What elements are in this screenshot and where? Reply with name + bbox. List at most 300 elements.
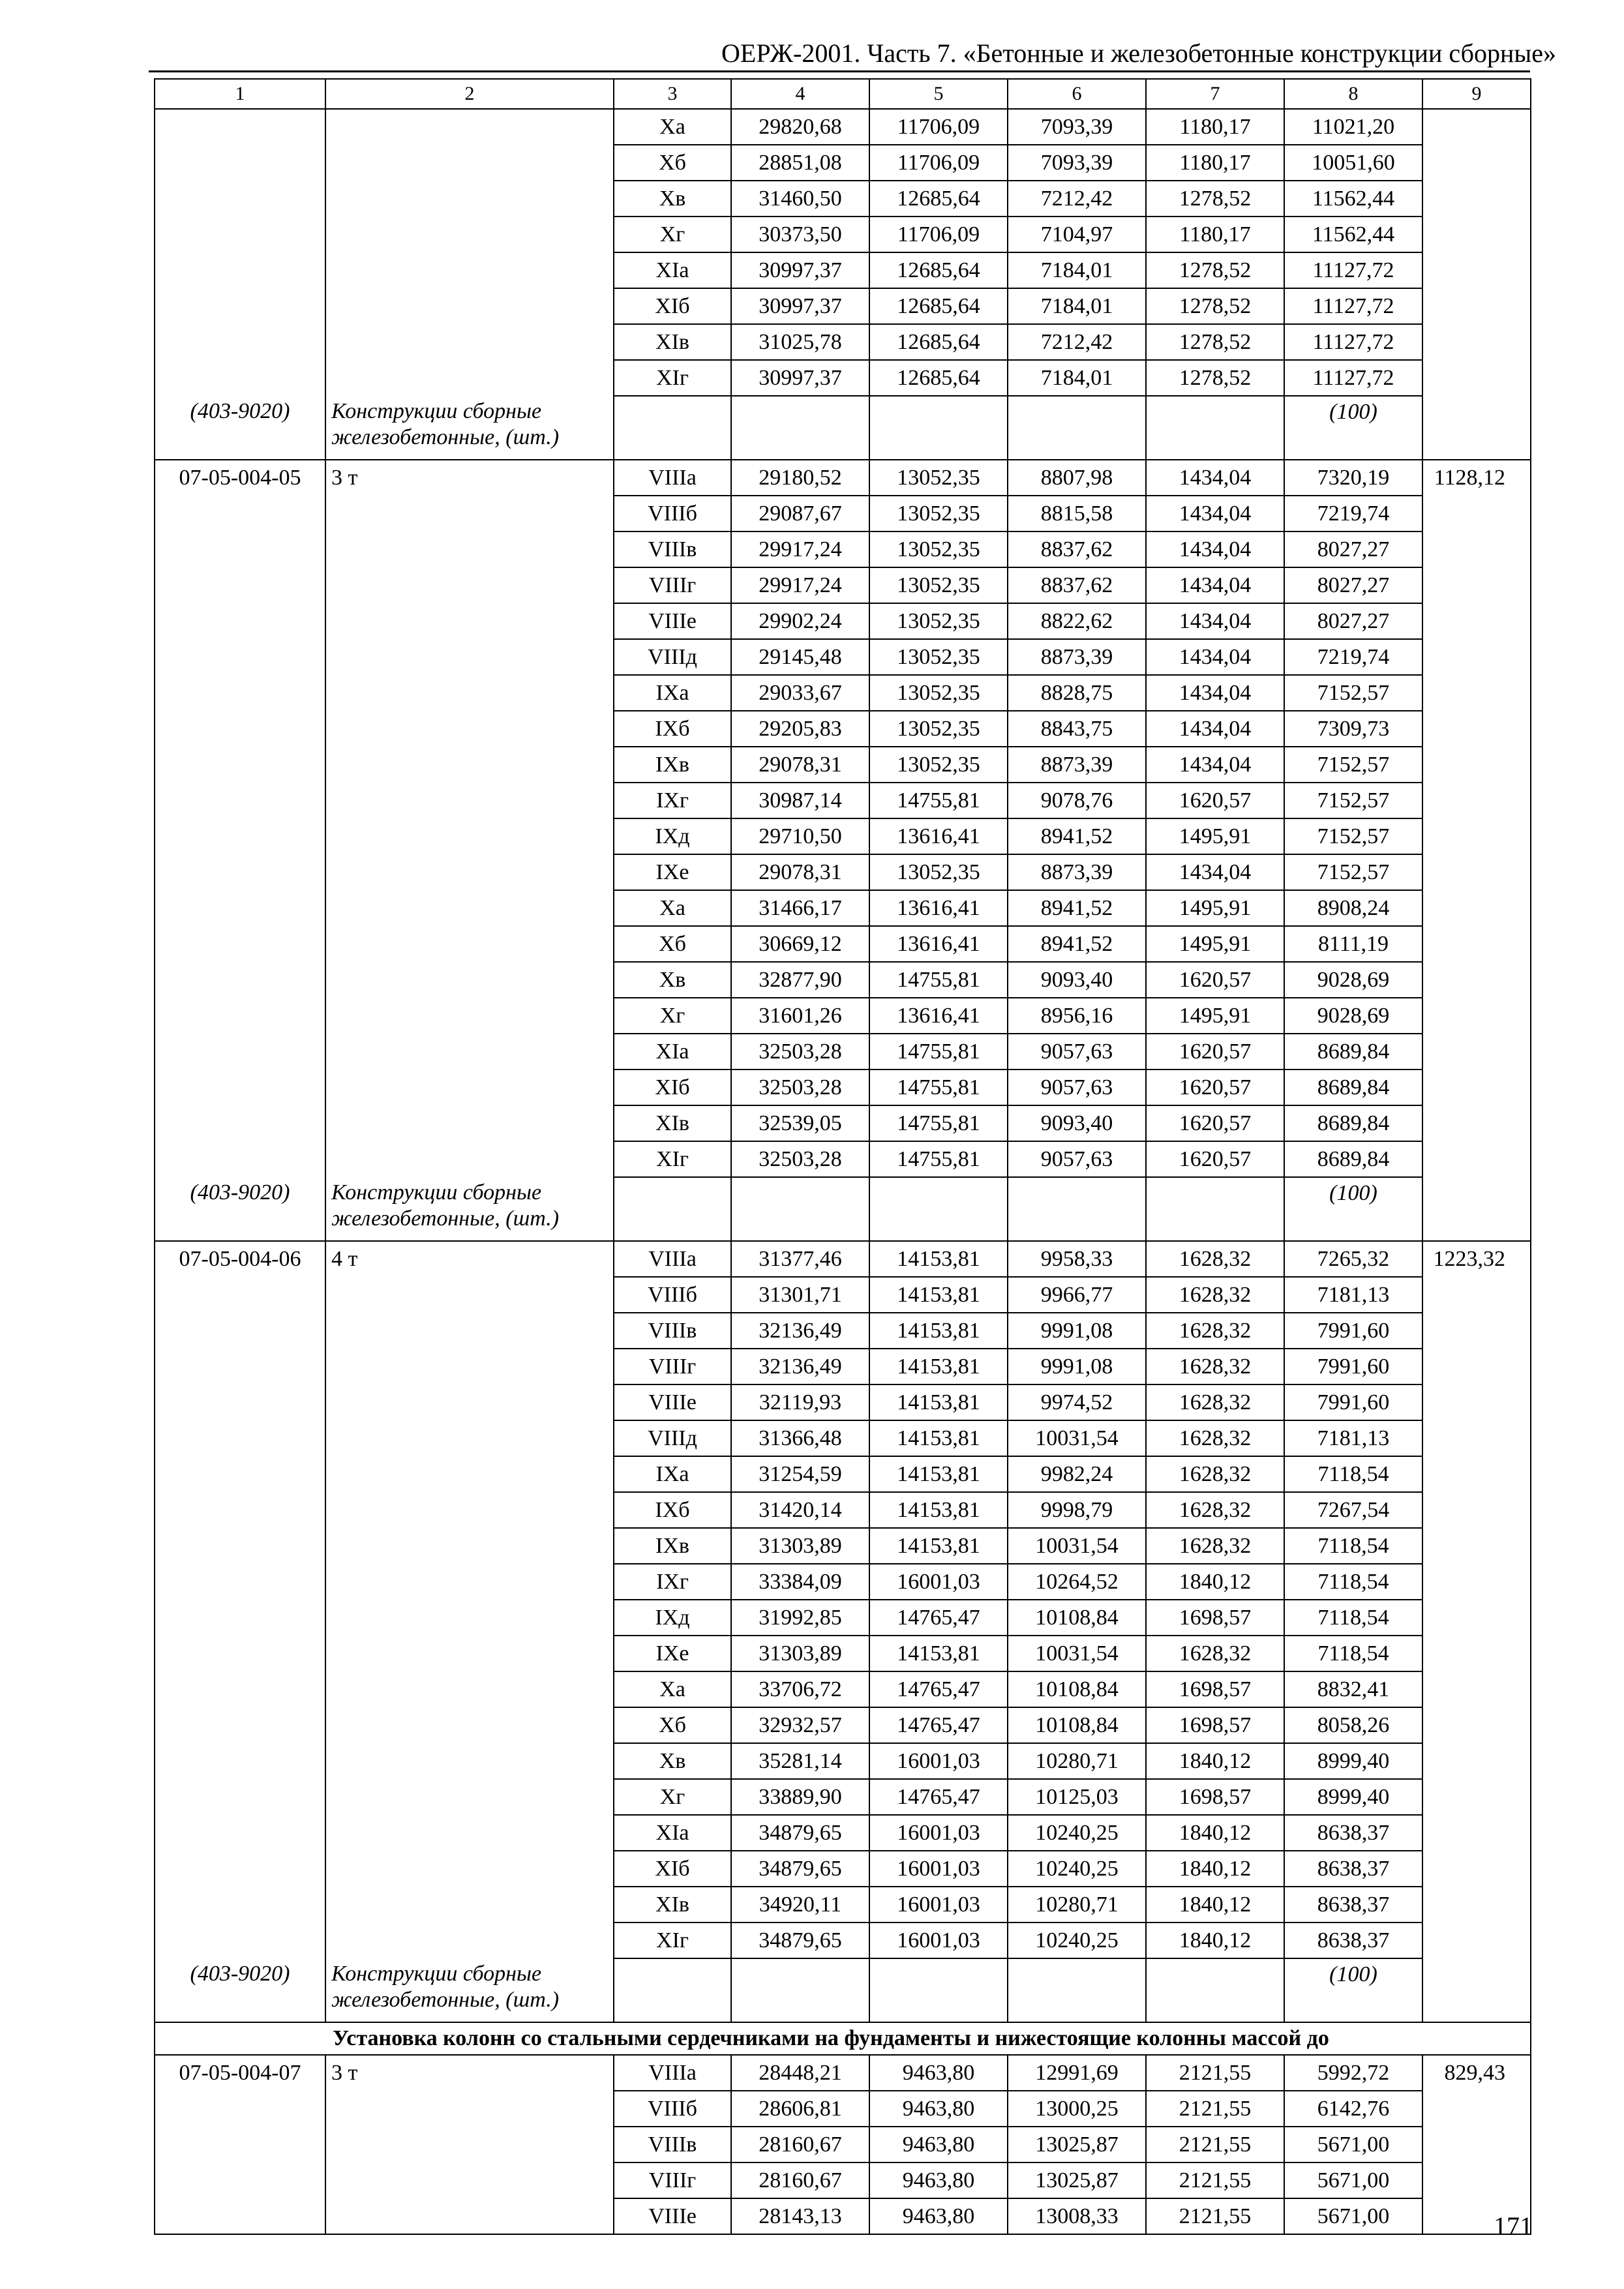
unit-name: Конструкции сборные железобетонные, (шт.) [325,1958,614,2022]
machines-cell: 9093,40 [1008,1105,1146,1141]
zone-cell: XIa [614,252,731,288]
resource-code-cell [155,2162,325,2198]
table-row [155,1922,1531,1958]
empty-cell [731,396,869,460]
labor-cost-cell [1422,1851,1531,1887]
resource-code-cell [155,711,325,747]
unit-row [155,396,1531,460]
machines-cell: 12991,69 [1008,2055,1146,2091]
total-cost-cell: 31303,89 [731,1636,869,1671]
machines-cell: 8873,39 [1008,854,1146,890]
table-row [155,890,1531,926]
table-row [155,2198,1531,2234]
machines-cell: 8822,62 [1008,603,1146,639]
labor-cost-cell [1422,747,1531,783]
zone-cell: IXб [614,1492,731,1528]
table-row [155,1528,1531,1564]
mass-cell [325,1564,614,1600]
section-heading: Установка колонн со стальными сердечниками на фундаменты и нижестоящие колонны массой до [155,2022,1531,2055]
machinists-wages-cell: 2121,55 [1146,2162,1284,2198]
machines-cell: 9057,63 [1008,1034,1146,1070]
wages-cell: 14755,81 [869,1070,1008,1105]
mass-cell [325,1851,614,1887]
zone-cell: Xa [614,1671,731,1707]
table-row [155,288,1531,324]
total-cost-cell: 33706,72 [731,1671,869,1707]
wages-cell: 9463,80 [869,2091,1008,2127]
total-cost-cell: 32119,93 [731,1384,869,1420]
mass-cell [325,217,614,252]
table-row [155,496,1531,531]
labor-cost-cell [1422,1105,1531,1141]
table-row [155,360,1531,396]
price-table [154,78,1531,2235]
labor-cost-cell [1422,818,1531,854]
machines-cell: 9991,08 [1008,1349,1146,1384]
unit-row [155,1177,1531,1241]
machinists-wages-cell: 1840,12 [1146,1887,1284,1922]
total-cost-cell: 30997,37 [731,252,869,288]
mass-cell [325,496,614,531]
total-cost-cell: 31992,85 [731,1600,869,1636]
materials-cell: 5671,00 [1284,2198,1422,2234]
machinists-wages-cell: 1495,91 [1146,818,1284,854]
wages-cell: 14153,81 [869,1456,1008,1492]
zone-cell: VIIIг [614,2162,731,2198]
materials-cell: 7152,57 [1284,675,1422,711]
materials-cell: 5992,72 [1284,2055,1422,2091]
labor-cost-cell [1422,854,1531,890]
zone-cell: VIIIa [614,460,731,496]
table-row [155,1384,1531,1420]
resource-code-cell [155,1815,325,1851]
machinists-wages-cell: 1278,52 [1146,288,1284,324]
mass-cell [325,603,614,639]
labor-cost-cell [1422,783,1531,818]
table-row [155,1456,1531,1492]
machinists-wages-cell: 1434,04 [1146,711,1284,747]
machines-cell: 9998,79 [1008,1492,1146,1528]
empty-cell [869,1177,1008,1241]
materials-cell: 11021,20 [1284,109,1422,145]
column-number: 9 [1422,79,1531,109]
resource-code-cell [155,1384,325,1420]
empty-cell [614,396,731,460]
total-cost-cell: 29078,31 [731,854,869,890]
materials-cell: 7265,32 [1284,1241,1422,1277]
table-row [155,639,1531,675]
table-row [155,675,1531,711]
wages-cell: 11706,09 [869,109,1008,145]
labor-cost-cell [1422,1564,1531,1600]
machines-cell: 10125,03 [1008,1779,1146,1815]
empty-cell [1422,1177,1531,1241]
empty-cell [1422,396,1531,460]
labor-cost-cell [1422,1528,1531,1564]
materials-cell: 6142,76 [1284,2091,1422,2127]
materials-cell: 11562,44 [1284,181,1422,217]
mass-cell [325,531,614,567]
resource-code-cell [155,531,325,567]
machines-cell: 9991,08 [1008,1313,1146,1349]
wages-cell: 14765,47 [869,1707,1008,1743]
wages-cell: 16001,03 [869,1851,1008,1887]
materials-cell: 8638,37 [1284,1815,1422,1851]
table-row [155,1636,1531,1671]
machinists-wages-cell: 1840,12 [1146,1815,1284,1851]
zone-cell: XIв [614,1105,731,1141]
labor-cost-cell [1422,567,1531,603]
labor-cost-cell [1422,360,1531,396]
machinists-wages-cell: 2121,55 [1146,2091,1284,2127]
materials-cell: 7181,13 [1284,1277,1422,1313]
wages-cell: 14755,81 [869,1141,1008,1177]
table-row [155,854,1531,890]
total-cost-cell: 29033,67 [731,675,869,711]
machinists-wages-cell: 1698,57 [1146,1600,1284,1636]
labor-cost-cell [1422,1600,1531,1636]
table-row [155,1743,1531,1779]
materials-cell: 7118,54 [1284,1564,1422,1600]
table-row [155,603,1531,639]
zone-cell: XIв [614,1887,731,1922]
machines-cell: 10031,54 [1008,1528,1146,1564]
machinists-wages-cell: 1495,91 [1146,890,1284,926]
mass-cell [325,109,614,145]
machines-cell: 13000,25 [1008,2091,1146,2127]
wages-cell: 14755,81 [869,1034,1008,1070]
mass-cell [325,818,614,854]
materials-cell: 11127,72 [1284,252,1422,288]
mass-cell [325,1922,614,1958]
mass-cell [325,1600,614,1636]
machines-cell: 9974,52 [1008,1384,1146,1420]
mass-cell [325,1070,614,1105]
labor-cost-cell [1422,998,1531,1034]
materials-cell: 9028,69 [1284,998,1422,1034]
resource-code-cell [155,747,325,783]
zone-cell: XIa [614,1034,731,1070]
column-number: 7 [1146,79,1284,109]
total-cost-cell: 30997,37 [731,288,869,324]
zone-cell: XIб [614,1070,731,1105]
wages-cell: 9463,80 [869,2127,1008,2162]
section-heading-row [155,2022,1531,2055]
machines-cell: 8807,98 [1008,460,1146,496]
total-cost-cell: 29902,24 [731,603,869,639]
resource-code-cell [155,567,325,603]
zone-cell: VIIIe [614,2198,731,2234]
resource-code-cell [155,1922,325,1958]
zone-cell: VIIIб [614,2091,731,2127]
wages-cell: 14153,81 [869,1313,1008,1349]
resource-code-cell [155,818,325,854]
mass-cell [325,1707,614,1743]
mass-cell [325,567,614,603]
machinists-wages-cell: 1698,57 [1146,1707,1284,1743]
unit-name: Конструкции сборные железобетонные, (шт.) [325,1177,614,1241]
machines-cell: 8941,52 [1008,890,1146,926]
machines-cell: 10031,54 [1008,1420,1146,1456]
machines-cell: 13025,87 [1008,2162,1146,2198]
materials-cell: 8058,26 [1284,1707,1422,1743]
resource-code-cell [155,252,325,288]
zone-cell: VIIIд [614,1420,731,1456]
machines-cell: 8828,75 [1008,675,1146,711]
machinists-wages-cell: 1628,32 [1146,1636,1284,1671]
materials-cell: 7991,60 [1284,1349,1422,1384]
empty-cell [1146,1958,1284,2022]
wages-cell: 14153,81 [869,1636,1008,1671]
labor-cost-cell [1422,1070,1531,1105]
labor-cost-cell [1422,1456,1531,1492]
table-row [155,818,1531,854]
empty-cell [614,1958,731,2022]
materials-cell: 7320,19 [1284,460,1422,496]
total-cost-cell: 32136,49 [731,1349,869,1384]
table-row [155,926,1531,962]
resource-code-cell [155,1105,325,1141]
resource-code-cell [155,324,325,360]
machines-cell: 10240,25 [1008,1922,1146,1958]
resource-code-cell [155,603,325,639]
total-cost-cell: 31303,89 [731,1528,869,1564]
machinists-wages-cell: 1620,57 [1146,1105,1284,1141]
materials-cell: 8638,37 [1284,1851,1422,1887]
labor-cost-cell: 829,43 [1422,2055,1531,2091]
table-row [155,1671,1531,1707]
zone-cell: XIг [614,360,731,396]
materials-cell: 11562,44 [1284,217,1422,252]
zone-cell: Xб [614,1707,731,1743]
table-row [155,109,1531,145]
resource-code-cell [155,496,325,531]
zone-cell: VIIIa [614,1241,731,1277]
mass-cell [325,181,614,217]
mass-cell [325,1277,614,1313]
zone-cell: IXд [614,818,731,854]
zone-cell: IXг [614,1564,731,1600]
materials-cell: 7219,74 [1284,639,1422,675]
labor-cost-cell [1422,1277,1531,1313]
resource-code-cell [155,1851,325,1887]
machines-cell: 7184,01 [1008,288,1146,324]
zone-cell: VIIIe [614,603,731,639]
total-cost-cell: 28160,67 [731,2127,869,2162]
table-row [155,2127,1531,2162]
table-row [155,145,1531,181]
wages-cell: 9463,80 [869,2055,1008,2091]
labor-cost-cell [1422,324,1531,360]
resource-code-cell [155,639,325,675]
resource-code-cell [155,109,325,145]
materials-cell: 8027,27 [1284,531,1422,567]
total-cost-cell: 28143,13 [731,2198,869,2234]
resource-code-cell [155,998,325,1034]
labor-cost-cell [1422,1492,1531,1528]
resource-code-cell [155,1456,325,1492]
resource-code-cell [155,1313,325,1349]
table-row [155,1492,1531,1528]
materials-cell: 7152,57 [1284,747,1422,783]
zone-cell: IXe [614,1636,731,1671]
labor-cost-cell [1422,1313,1531,1349]
resource-code-cell [155,2091,325,2127]
resource-code-cell [155,1564,325,1600]
page-header: ОЕРЖ-2001. Часть 7. «Бетонные и железобетонные конструкции сборные» [721,38,1556,68]
resource-code-cell [155,962,325,998]
mass-cell [325,1384,614,1420]
total-cost-cell: 31366,48 [731,1420,869,1456]
machinists-wages-cell: 1434,04 [1146,854,1284,890]
wages-cell: 13616,41 [869,926,1008,962]
labor-cost-cell [1422,2162,1531,2198]
table-row [155,531,1531,567]
unit-quantity: (100) [1284,1177,1422,1241]
unit-code: (403-9020) [155,1177,325,1241]
machinists-wages-cell: 1628,32 [1146,1384,1284,1420]
wages-cell: 12685,64 [869,324,1008,360]
wages-cell: 14153,81 [869,1420,1008,1456]
machines-cell: 10031,54 [1008,1636,1146,1671]
total-cost-cell: 32136,49 [731,1313,869,1349]
machines-cell: 7212,42 [1008,181,1146,217]
labor-cost-cell [1422,217,1531,252]
machines-cell: 7093,39 [1008,145,1146,181]
machines-cell: 9057,63 [1008,1141,1146,1177]
resource-code-cell [155,2127,325,2162]
materials-cell: 7152,57 [1284,818,1422,854]
resource-code-cell [155,360,325,396]
materials-cell: 7118,54 [1284,1600,1422,1636]
zone-cell: XIг [614,1922,731,1958]
mass-cell [325,1743,614,1779]
machines-cell: 7184,01 [1008,252,1146,288]
table-row [155,1241,1531,1277]
wages-cell: 14755,81 [869,962,1008,998]
total-cost-cell: 32877,90 [731,962,869,998]
mass-cell [325,2198,614,2234]
zone-cell: VIIIб [614,1277,731,1313]
mass-cell [325,324,614,360]
materials-cell: 8999,40 [1284,1743,1422,1779]
materials-cell: 7152,57 [1284,783,1422,818]
zone-cell: IXв [614,1528,731,1564]
wages-cell: 14765,47 [869,1600,1008,1636]
empty-cell [869,1958,1008,2022]
empty-cell [731,1177,869,1241]
machinists-wages-cell: 1620,57 [1146,1034,1284,1070]
materials-cell: 8689,84 [1284,1070,1422,1105]
total-cost-cell: 30997,37 [731,360,869,396]
unit-quantity: (100) [1284,396,1422,460]
resource-code-cell [155,675,325,711]
mass-cell [325,1671,614,1707]
materials-cell: 7118,54 [1284,1456,1422,1492]
machines-cell: 9057,63 [1008,1070,1146,1105]
mass-cell [325,1779,614,1815]
wages-cell: 11706,09 [869,145,1008,181]
machinists-wages-cell: 1840,12 [1146,1851,1284,1887]
machinists-wages-cell: 1434,04 [1146,603,1284,639]
column-number: 2 [325,79,614,109]
machinists-wages-cell: 2121,55 [1146,2198,1284,2234]
total-cost-cell: 33889,90 [731,1779,869,1815]
table-row [155,1105,1531,1141]
resource-code-cell [155,2198,325,2234]
materials-cell: 7118,54 [1284,1636,1422,1671]
table-row [155,1600,1531,1636]
resource-code-cell [155,854,325,890]
labor-cost-cell: 1223,32 [1422,1241,1531,1277]
wages-cell: 11706,09 [869,217,1008,252]
total-cost-cell: 29917,24 [731,567,869,603]
column-number: 6 [1008,79,1146,109]
machinists-wages-cell: 1628,32 [1146,1528,1284,1564]
labor-cost-cell [1422,1349,1531,1384]
mass-cell [325,962,614,998]
wages-cell: 9463,80 [869,2198,1008,2234]
table-row [155,324,1531,360]
machinists-wages-cell: 1278,52 [1146,360,1284,396]
zone-cell: XIг [614,1141,731,1177]
total-cost-cell: 31420,14 [731,1492,869,1528]
wages-cell: 12685,64 [869,252,1008,288]
machinists-wages-cell: 1434,04 [1146,496,1284,531]
machinists-wages-cell: 1434,04 [1146,567,1284,603]
table-row [155,1349,1531,1384]
materials-cell: 8689,84 [1284,1105,1422,1141]
zone-cell: VIIIб [614,496,731,531]
wages-cell: 16001,03 [869,1564,1008,1600]
materials-cell: 7309,73 [1284,711,1422,747]
wages-cell: 13052,35 [869,603,1008,639]
table-row [155,1564,1531,1600]
wages-cell: 12685,64 [869,360,1008,396]
zone-cell: VIIIe [614,1384,731,1420]
machinists-wages-cell: 1495,91 [1146,998,1284,1034]
materials-cell: 11127,72 [1284,360,1422,396]
labor-cost-cell [1422,1384,1531,1420]
materials-cell: 5671,00 [1284,2162,1422,2198]
total-cost-cell: 29820,68 [731,109,869,145]
table-row [155,1070,1531,1105]
wages-cell: 14765,47 [869,1779,1008,1815]
total-cost-cell: 31466,17 [731,890,869,926]
total-cost-cell: 31301,71 [731,1277,869,1313]
labor-cost-cell [1422,1671,1531,1707]
machines-cell: 8837,62 [1008,567,1146,603]
resource-code-cell [155,1141,325,1177]
machines-cell: 8941,52 [1008,926,1146,962]
zone-cell: Xв [614,181,731,217]
wages-cell: 13052,35 [869,747,1008,783]
wages-cell: 12685,64 [869,288,1008,324]
machines-cell: 8873,39 [1008,747,1146,783]
wages-cell: 14153,81 [869,1277,1008,1313]
zone-cell: Xг [614,1779,731,1815]
wages-cell: 13616,41 [869,890,1008,926]
materials-cell: 8832,41 [1284,1671,1422,1707]
resource-code-cell [155,145,325,181]
resource-code-cell [155,1671,325,1707]
column-number: 4 [731,79,869,109]
machines-cell: 10280,71 [1008,1887,1146,1922]
wages-cell: 13616,41 [869,998,1008,1034]
zone-cell: Xб [614,145,731,181]
total-cost-cell: 28448,21 [731,2055,869,2091]
zone-cell: XIб [614,288,731,324]
